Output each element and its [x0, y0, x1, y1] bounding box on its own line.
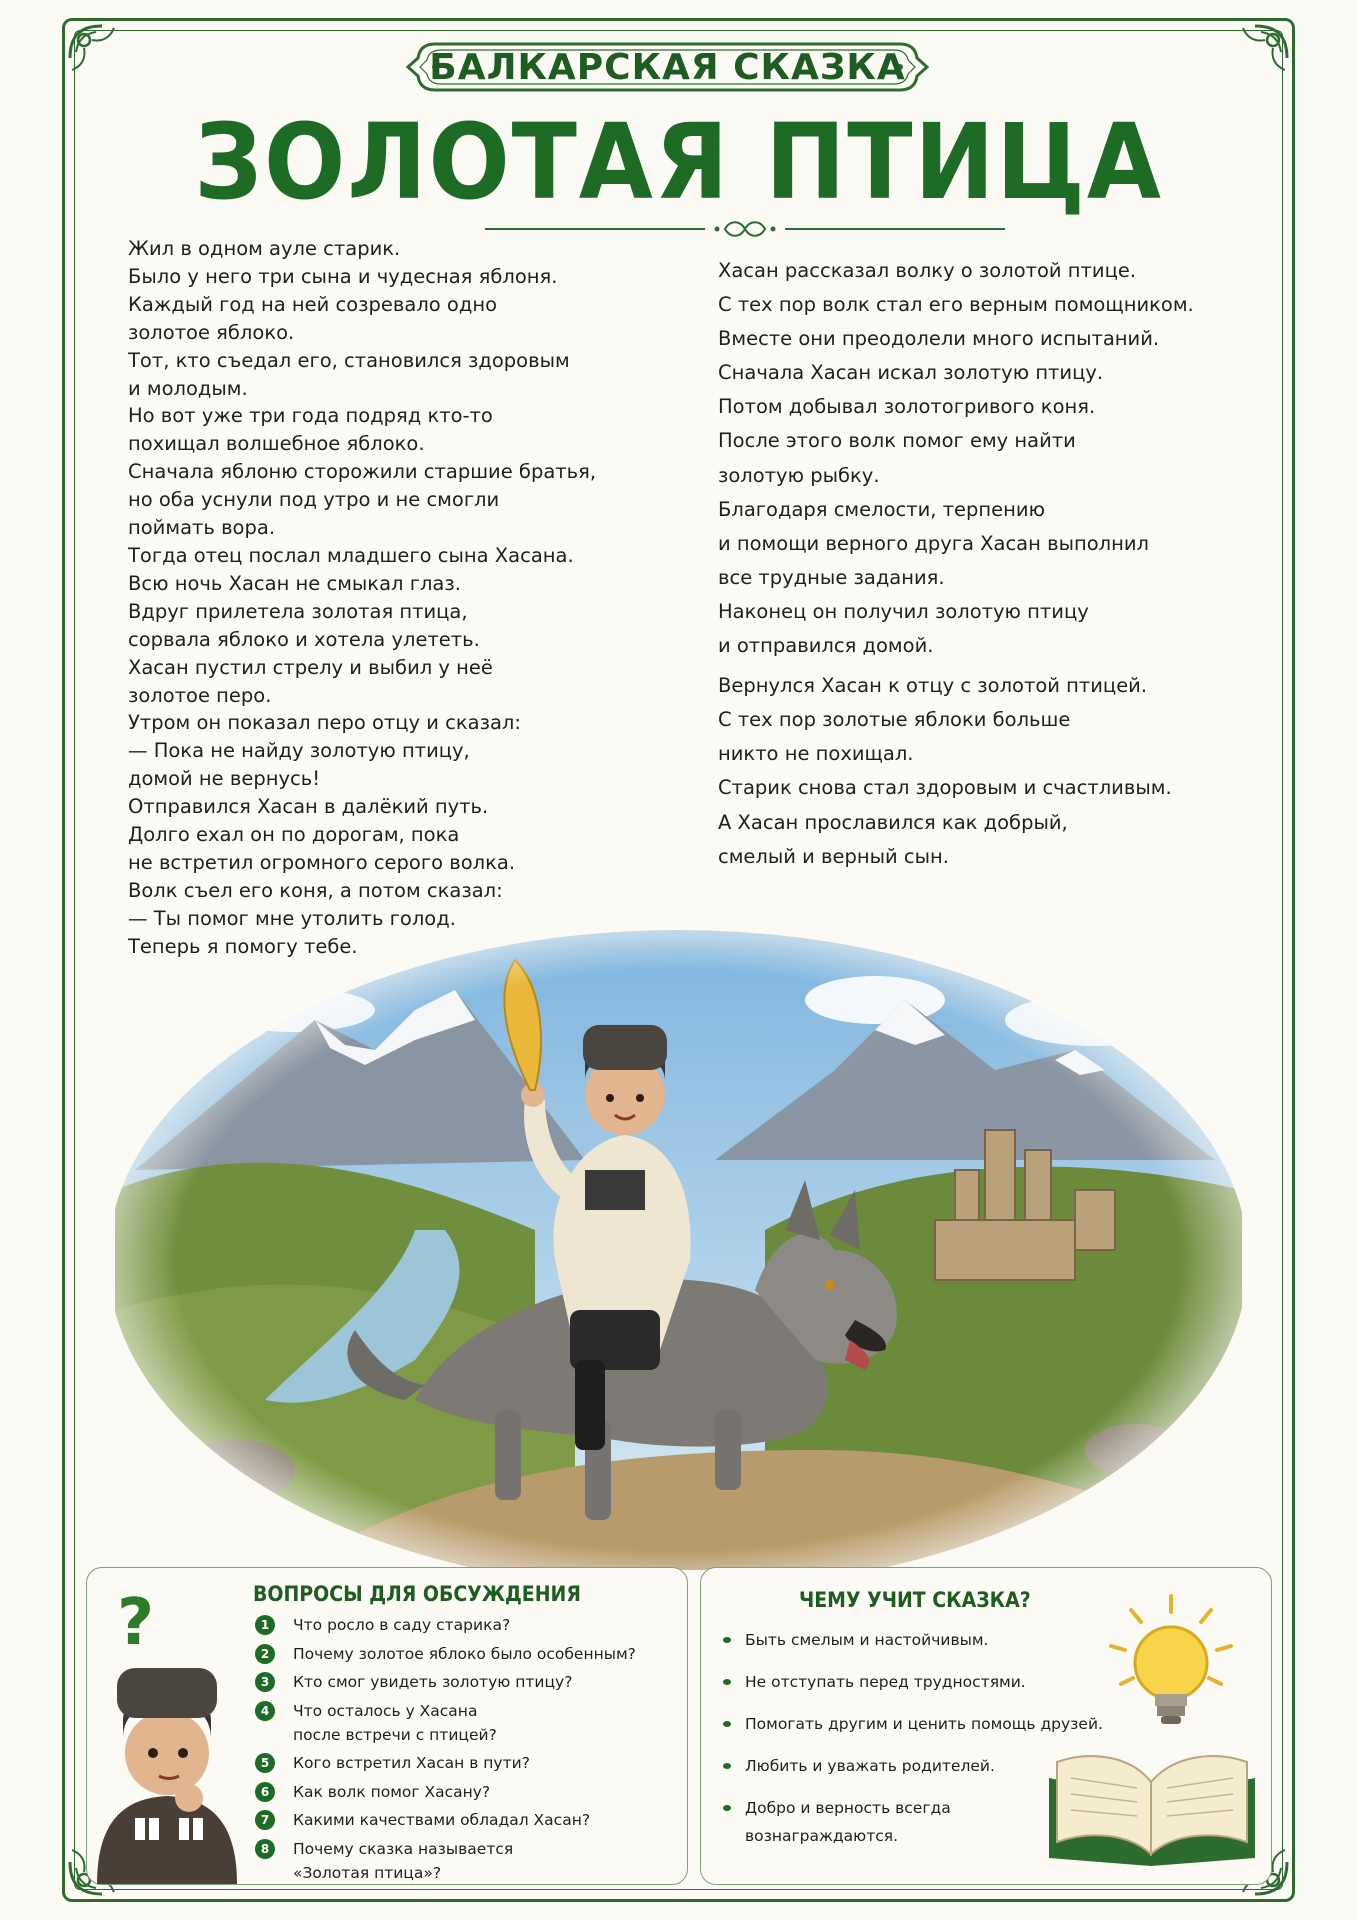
questions-title: ВОПРОСЫ ДЛЯ ОБСУЖДЕНИЯ	[253, 1582, 581, 1606]
story-line: Вместе они преодолели много испытаний.	[718, 327, 1160, 351]
story-line: Хасан пустил стрелу и выбил у неё	[128, 655, 493, 679]
story-line: и отправился домой.	[718, 634, 934, 658]
lesson-text: Помогать другим и ценить помощь друзей.	[745, 1715, 1103, 1733]
story-line: С тех пор волк стал его верным помощником.	[718, 293, 1194, 317]
story-line: Вернулся Хасан к отцу с золотой птицей.	[718, 674, 1148, 698]
corner-ornament-icon	[1225, 18, 1295, 88]
story-column-left	[128, 235, 668, 961]
bullet-icon	[723, 1763, 731, 1769]
question-number-badge: 3	[255, 1672, 275, 1692]
question-text: Кто смог увидеть золотую птицу?	[293, 1673, 573, 1691]
subtitle: БАЛКАРСКАЯ СКАЗКА	[429, 46, 906, 88]
bullet-icon	[723, 1805, 731, 1811]
lesson-text: Любить и уважать родителей.	[745, 1757, 995, 1775]
story-line: Утром он показал перо отцу и сказал:	[128, 711, 521, 735]
story-line: все трудные задания.	[718, 565, 945, 589]
story-line: Вдруг прилетела золотая птица,	[128, 599, 468, 623]
story-line: Сначала Хасан искал золотую птицу.	[718, 361, 1104, 385]
question-item	[255, 1811, 675, 1832]
question-number-badge: 4	[255, 1701, 275, 1721]
story-line: сорвала яблоко и хотела улететь.	[128, 627, 480, 651]
lessons-title: ЧЕМУ УЧИТ СКАЗКА?	[799, 1588, 1031, 1612]
story-line: После этого волк помог ему найти	[718, 429, 1076, 453]
story-line: Старик снова стал здоровым и счастливым.	[718, 776, 1172, 800]
story-line: Сначала яблоню сторожили старшие братья,	[128, 460, 597, 484]
illustration-boy-on-wolf	[115, 930, 1242, 1570]
story-line: Благодаря смелости, терпению	[718, 497, 1045, 521]
boy-thinking-icon	[87, 1648, 247, 1884]
story-line: Жил в одном ауле старик.	[128, 237, 401, 260]
story-line: Волк съел его коня, а потом сказал:	[128, 878, 503, 902]
question-item	[255, 1754, 675, 1775]
page-title: ЗОЛОТАЯ ПТИЦА	[194, 101, 1163, 223]
question-text: Почему золотое яблоко было особенным?	[293, 1644, 636, 1663]
story-line: Но вот уже три года подряд кто-то	[128, 404, 493, 428]
story-line: Наконец он получил золотую птицу	[718, 599, 1089, 623]
story-line: не встретил огромного серого волка.	[128, 850, 516, 874]
bullet-icon	[723, 1679, 731, 1685]
story-line: золотую рыбку.	[718, 463, 880, 487]
question-text: Почему сказка называется «Золотая птица»?	[293, 1839, 514, 1882]
question-item	[255, 1616, 675, 1637]
story-line: Долго ехал он по дорогам, пока	[128, 823, 460, 847]
lesson-item	[723, 1668, 1103, 1696]
question-item	[255, 1673, 675, 1694]
bullet-icon	[723, 1637, 731, 1643]
question-number-badge: 8	[255, 1839, 275, 1859]
questions-card	[86, 1567, 688, 1885]
questions-list	[255, 1616, 675, 1892]
story-line: — Пока не найду золотую птицу,	[128, 739, 470, 763]
question-item	[255, 1840, 675, 1885]
story-line: но оба уснули под утро и не смогли	[128, 488, 500, 512]
story-line: золотое яблоко.	[128, 320, 295, 344]
bullet-icon	[723, 1721, 731, 1727]
question-number-badge: 7	[255, 1810, 275, 1830]
subtitle-banner	[405, 38, 930, 96]
story-line: Потом добывал золотогривого коня.	[718, 395, 1096, 419]
story-line: никто не похищал.	[718, 742, 914, 766]
question-text: Что осталось у Хасана после встречи с птицей?	[293, 1701, 497, 1744]
story-line: Всю ночь Хасан не смыкал глаз.	[128, 571, 461, 595]
question-item	[255, 1783, 675, 1804]
story-line: золотое перо.	[128, 683, 272, 707]
question-item	[255, 1702, 675, 1747]
question-text: Что росло в саду старика?	[293, 1616, 511, 1634]
story-line: С тех пор золотые яблоки больше	[718, 708, 1071, 732]
question-number-badge: 1	[255, 1615, 275, 1635]
lesson-text: Не отступать перед трудностями.	[745, 1673, 1026, 1691]
story-line: смелый и верный сын.	[718, 844, 949, 868]
open-book-icon	[1041, 1738, 1263, 1868]
corner-ornament-icon	[62, 18, 132, 88]
question-number-badge: 2	[255, 1644, 275, 1664]
story-line: домой не вернусь!	[128, 767, 321, 791]
story-line: Хасан рассказал волку о золотой птице.	[718, 259, 1137, 282]
question-number-badge: 5	[255, 1753, 275, 1773]
story-line: — Ты помог мне утолить голод.	[128, 906, 456, 930]
story-line: и помощи верного друга Хасан выполнил	[718, 531, 1149, 555]
question-text: Кого встретил Хасан в пути?	[293, 1754, 530, 1772]
story-line: А Хасан прославился как добрый,	[718, 810, 1068, 834]
question-text: Какими качествами обладал Хасан?	[293, 1811, 591, 1829]
question-mark-icon: ?	[117, 1586, 155, 1660]
lessons-card	[700, 1567, 1272, 1885]
story-line: Тогда отец послал младшего сына Хасана.	[128, 543, 574, 567]
lightbulb-icon	[1091, 1588, 1251, 1738]
story-line: Отправился Хасан в далёкий путь.	[128, 795, 489, 819]
story-line: поймать вора.	[128, 516, 276, 540]
lesson-text: Добро и верность всегда вознаграждаются.	[745, 1799, 951, 1845]
story-column-right	[718, 254, 1238, 874]
lesson-item	[723, 1626, 1103, 1654]
question-text: Как волк помог Хасану?	[293, 1782, 491, 1801]
lesson-item	[723, 1710, 1103, 1738]
question-item	[255, 1645, 675, 1666]
story-line: похищал волшебное яблоко.	[128, 432, 425, 456]
lesson-text: Быть смелым и настойчивым.	[745, 1631, 989, 1649]
story-line: Тот, кто съедал его, становился здоровым	[128, 348, 570, 372]
story-line: Каждый год на ней созревало одно	[128, 292, 498, 316]
story-line: Было у него три сына и чудесная яблоня.	[128, 264, 558, 288]
question-number-badge: 6	[255, 1782, 275, 1802]
story-line: и молодым.	[128, 376, 248, 400]
